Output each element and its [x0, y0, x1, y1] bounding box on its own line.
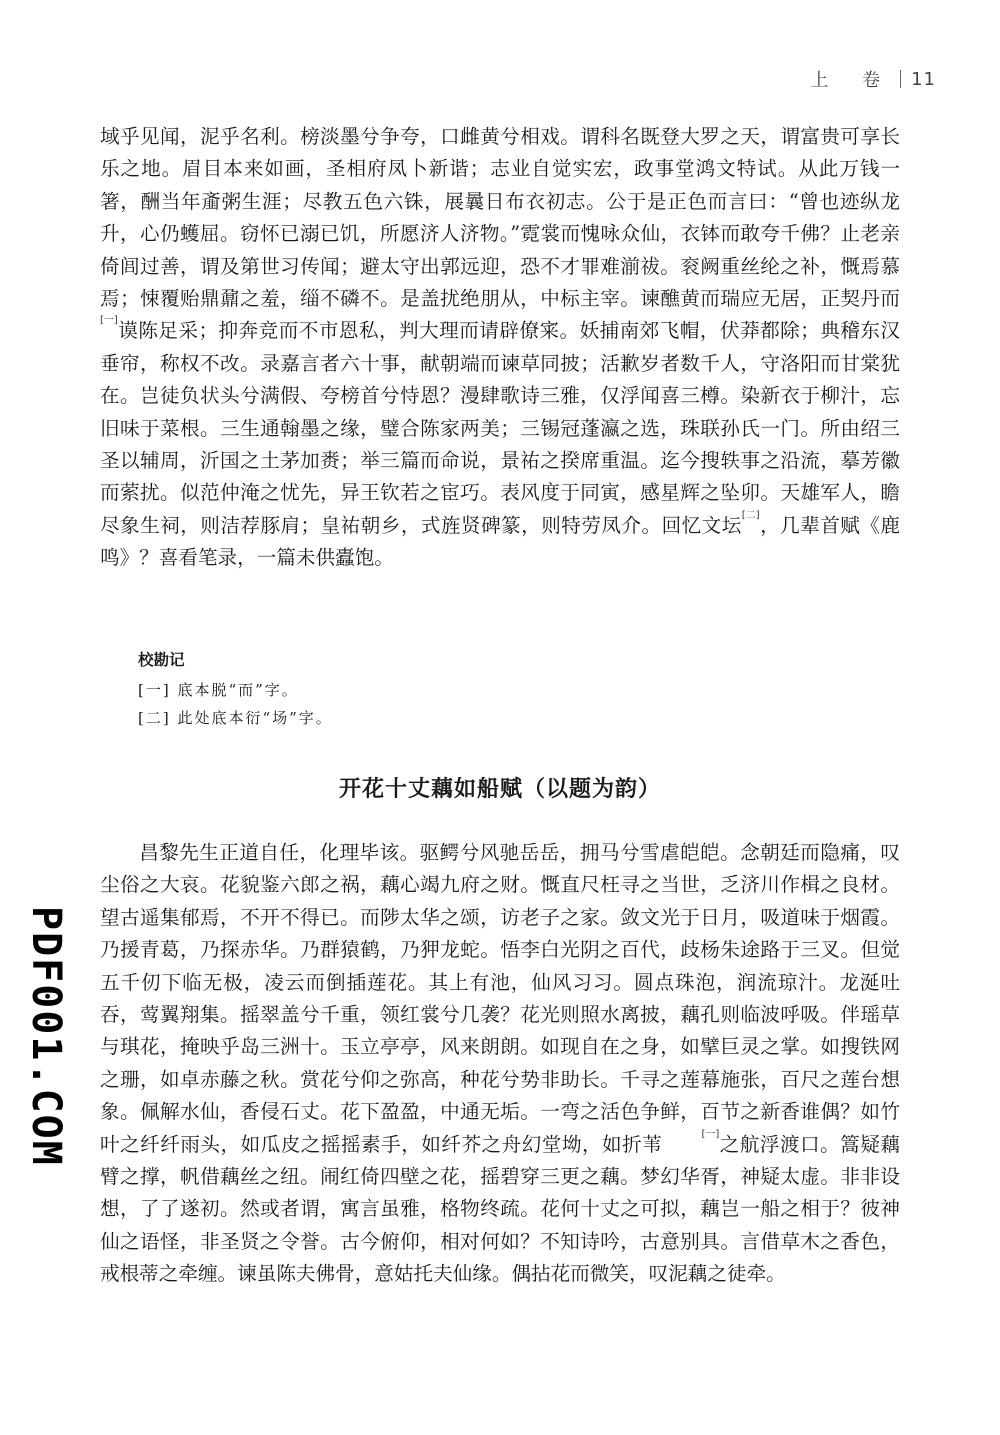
note-reference[interactable]: [一] [100, 315, 118, 327]
page-number: 11 [911, 68, 936, 90]
fu-text-part: 之航浮渡口。篙疑藕臂之撑，帆借藕丝之纽。闹红倚四壁之花，摇碧穿三更之藕。梦幻华胥，神疑太虚。非非设想，了了遂初。然或者谓，寓言虽雅，格物终疏。花何十丈之可拟，藕岂一船之相于？彼神仙之语怪，非圣贤之令誉。古今俯仰，相对何如？不知诗吟，古意别具。言借草木之香色，戒根蒂之牵缠。谏虽陈夫佛骨，意姑托夫仙缘。偶拈花而微笑，叹泥藕之徒牵。 [100, 1132, 901, 1286]
note-reference[interactable]: [一] [701, 1128, 720, 1140]
main-paragraph [100, 121, 900, 575]
watermark-text: PDF001.COM [23, 906, 69, 1167]
volume-label: 上 卷 [810, 70, 895, 91]
main-text-part: ，几辈首赋《鹿鸣》？喜看笔录，一篇未供蠹饱。 [100, 513, 901, 570]
main-text-part: 域乎见闻，泥乎名利。榜淡墨兮争夸，口雌黄兮相戏。谓科名既登大罗之天，谓富贵可享长乐之地。眉目本来如画，圣相府凤卜新谐；志业自觉实宏，政事堂鸿文特试。从此万钱一箸，酬当年齑粥生涯；尽教五色六铢，展曩日布衣初志。公于是正色而言曰：“曾也迹纵龙升，心仍蠖屈。窃怀已溺已饥，所愿济人济物。”霓裳而愧咏众仙，衣钵而敢夸千佛？止老亲倚闾过善，谓及第世习传闻；避太守出郭远迎，恐不才罪难湔祓。衮阙重丝纶之补，慨焉慕焉；悚覆贻鼎鼐之羞，缁不磷不。是盖扰绝朋从，中标主宰。谏醮黄而瑞应无居，正契丹而 [100, 125, 900, 311]
note-item: [一] 底本脱“而”字。 [138, 681, 299, 699]
header-divider [900, 70, 901, 88]
page-header [810, 66, 936, 92]
note-reference[interactable]: [二] [741, 509, 760, 521]
fu-paragraph [100, 837, 900, 1291]
fu-text-part: 昌黎先生正道自任，化理毕该。驱鳄兮风驰岳岳，拥马兮雪虐皑皑。念朝廷而隐痛，叹尘俗之大哀。花貌鉴六郎之祸，藕心竭九府之财。慨直尺枉寻之当世，乏济川作楫之良材。望古遥集郁焉，不开不得已。而陟太华之颂，访老子之家。敛文光于日月，吸道味于烟霞。乃援青葛，乃探赤华。乃群猿鹤，乃狎龙蛇。悟李白光阴之百代，歧杨朱途路于三叉。但觉五千仞下临无极，凌云而倒插莲花。其上有池，仙风习习。圆点珠泡，润流琼汁。龙涎吐吞，莺翼翔集。摇翠盖兮千重，领红裳兮几袭？花光则照水离披，藕孔则临波呼吸。伴瑶草与琪花，掩映乎岛三洲十。玉立亭亭，风来朗朗。如现自在之身，如擘巨灵之掌。如搜铁网之珊，如卓赤藤之秋。赏花兮仰之弥高，种花兮势非助长。千寻之莲幕施张，百尺之莲台想象。佩解水仙，香侵石丈。花下盈盈，中通无垢。一弯之活色争鲜，百节之新香谁偶？如竹叶之纤纤雨头，如瓜皮之摇摇素手，如纤芥之舟幻堂坳，如折苇 [100, 841, 900, 1156]
note-item: [二] 此处底本衍“场”字。 [138, 709, 333, 727]
collation-notes [138, 646, 333, 732]
main-text-part: 谟陈足采；抑奔竞而不市恩私，判大理而请辟僚宷。妖捕南郊飞帽，伏莽都除；典稽东汉垂帘，称权不改。录嘉言者六十事，献朝端而谏草同披；活歉岁者数千人，守洛阳而甘棠犹在。岂徒负状头兮满假、夸榜首兮恃恩？漫肆歌诗三雅，仅浮闻喜三樽。染新衣于柳汁，忘旧味于菜根。三生通翰墨之缘，璧合陈家两美；三锡冠蓬瀛之选，珠联孙氏一门。所由绍三圣以辅周，沂国之土茅加赉；举三篇而命说，景祐之揆席重温。迄今搜轶事之沿流，摹芳徽而萦扰。似范仲淹之忧先，异王钦若之宦巧。表风度于同寅，感星辉之坠卯。天雄军人，瞻尽象生祠，则洁荐豚肩；皇祐朝乡，式旌贤碑篆，则特劳凤介。回忆文坛 [100, 319, 900, 537]
section-title: 开花十丈藕如船赋（以题为韵） [338, 776, 661, 802]
notes-title: 校勘记 [138, 651, 185, 669]
